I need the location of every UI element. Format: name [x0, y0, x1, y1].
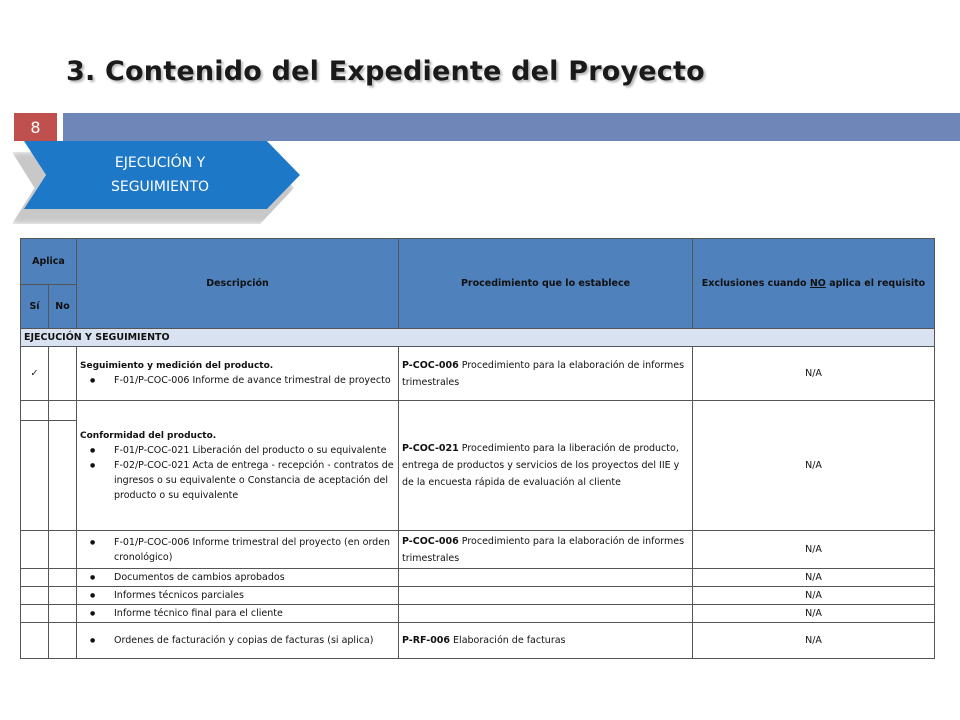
list-item: ● Ordenes de facturación y copias de facturas (si aplica) [90, 633, 395, 648]
exclusion-cell: N/A [693, 623, 935, 659]
no-cell [49, 531, 77, 569]
procedure-code: P-RF-006 [402, 635, 451, 646]
procedure-code: P-COC-006 [402, 535, 459, 547]
description-cell [77, 401, 399, 531]
row-title: Seguimiento y medición del producto. [80, 361, 274, 371]
si-cell [21, 605, 49, 623]
procedure-cell [399, 569, 693, 587]
list-item: ● F-01/P-COC-006 Informe trimestral del proyecto (en orden cronológico) [90, 535, 395, 565]
procedure-text: Procedimiento para la liberación de producto, entrega de productos y servicios de los proyectos del IIE y de la encuesta rápida de evaluación al cliente [402, 443, 680, 488]
header-exclusiones-post: aplica el requisito [825, 278, 926, 289]
procedure-cell [399, 587, 693, 605]
section-arrow-label [70, 151, 250, 199]
header-si: Sí [21, 285, 49, 329]
header-descripcion: Descripción [77, 239, 399, 329]
description-cell [77, 569, 399, 587]
table-row [21, 401, 935, 421]
table-row [21, 605, 935, 623]
header-bar [63, 113, 960, 141]
slide-number: 8 [14, 113, 57, 141]
exclusion-cell: N/A [693, 569, 935, 587]
procedure-cell [399, 605, 693, 623]
description-cell [77, 605, 399, 623]
procedure-text: Elaboración de facturas [450, 635, 566, 646]
section-arrow-line-1: EJECUCIÓN Y [114, 155, 206, 171]
section-arrow-line-2: SEGUIMIENTO [110, 179, 210, 195]
exclusion-cell: N/A [693, 401, 935, 531]
table-row [21, 569, 935, 587]
no-cell [49, 347, 77, 401]
procedure-code: P-COC-006 [402, 359, 459, 371]
exclusion-cell: N/A [693, 587, 935, 605]
row-title: Conformidad del producto. [80, 430, 217, 441]
table-row [21, 623, 935, 659]
header-aplica: Aplica [21, 239, 77, 285]
description-cell [77, 623, 399, 659]
si-cell [21, 569, 49, 587]
header-exclusiones-pre: Exclusiones cuando [701, 278, 810, 289]
table-row [21, 531, 935, 569]
exclusion-cell: N/A [693, 531, 935, 569]
description-cell [77, 347, 399, 401]
no-cell [49, 587, 77, 605]
list-item: ● Informes técnicos parciales [90, 588, 395, 603]
procedure-cell [399, 531, 693, 569]
procedure-code: P-COC-021 [402, 443, 459, 454]
procedure-text: Procedimiento para la elaboración de informes trimestrales [402, 359, 685, 388]
procedure-cell [399, 401, 693, 531]
list-item: ● Documentos de cambios aprobados [90, 570, 395, 585]
procedure-text: Procedimiento para la elaboración de informes trimestrales [402, 535, 685, 564]
exclusion-cell: N/A [693, 605, 935, 623]
no-cell [49, 569, 77, 587]
procedure-cell [399, 623, 693, 659]
description-cell [77, 587, 399, 605]
header-procedimiento: Procedimiento que lo establece [399, 239, 693, 329]
list-item: ● F-01/P-COC-021 Liberación del producto o su equivalente [90, 443, 395, 458]
si-cell [21, 401, 49, 421]
exclusion-cell: N/A [693, 347, 935, 401]
header-no: No [49, 285, 77, 329]
description-cell [77, 531, 399, 569]
no-cell [49, 623, 77, 659]
list-item: ● F-01/P-COC-006 Informe de avance trimestral de proyecto [90, 373, 395, 388]
header-exclusiones-no: NO [809, 278, 826, 289]
no-cell [49, 401, 77, 421]
list-item: ● Informe técnico final para el cliente [90, 606, 395, 621]
procedure-cell [399, 347, 693, 401]
table-row [21, 587, 935, 605]
si-cell [21, 531, 49, 569]
no-cell [49, 421, 77, 531]
check-icon: ✓ [21, 347, 49, 401]
si-cell [21, 623, 49, 659]
requirements-table [20, 238, 935, 659]
header-exclusiones [693, 239, 935, 329]
si-cell [21, 421, 49, 531]
no-cell [49, 605, 77, 623]
table-row [21, 347, 935, 401]
list-item: ● F-02/P-COC-021 Acta de entrega - recepción - contratos de ingresos o su equivalente o Constancia de aceptación del producto o su equivalente [90, 458, 395, 503]
si-cell [21, 587, 49, 605]
section-row: EJECUCIÓN Y SEGUIMIENTO [21, 329, 935, 347]
slide-title: 3. Contenido del Expediente del Proyecto [66, 56, 705, 87]
